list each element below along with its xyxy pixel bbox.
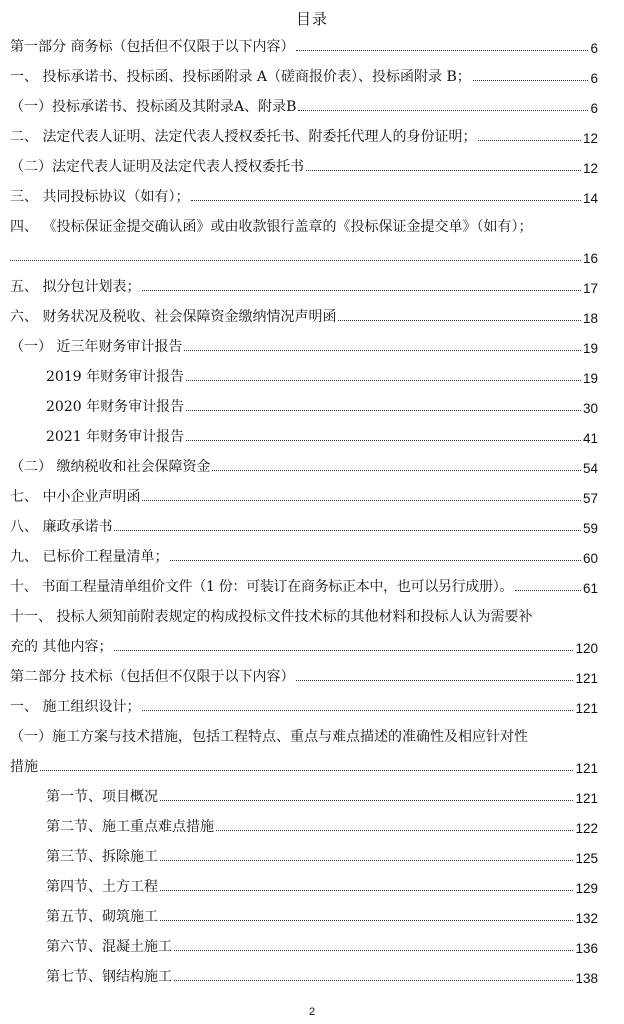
- toc-entry[interactable]: [46, 932, 598, 956]
- toc-leader: [160, 920, 573, 921]
- toc-entry[interactable]: [46, 362, 598, 386]
- toc-entry-text: 六、 财务状况及税收、社会保障资金缴纳情况声明函: [10, 309, 337, 325]
- toc-page-number: 59: [582, 521, 598, 536]
- toc-page-number: 121: [575, 791, 598, 806]
- toc-leader: [10, 260, 581, 261]
- toc-entry[interactable]: [46, 842, 598, 866]
- toc-leader: [142, 710, 573, 711]
- toc-page-number: 60: [582, 551, 598, 566]
- toc-page-number: 6: [590, 71, 598, 86]
- toc-page-number: 132: [575, 911, 598, 926]
- toc-entry-line1[interactable]: [10, 722, 598, 746]
- toc-page-number: 125: [575, 851, 598, 866]
- toc-leader: [212, 470, 581, 471]
- toc-entry-text: （二）法定代表人证明及法定代表人授权委托书: [10, 159, 304, 175]
- toc-leader: [114, 530, 581, 531]
- toc-entry-line1[interactable]: [10, 602, 598, 626]
- toc-entry[interactable]: [10, 452, 598, 476]
- toc-entry-text: 一、 投标承诺书、投标函、投标函附录 A（磋商报价表）、投标函附录 B；: [10, 69, 471, 85]
- toc-entry-text: （一） 近三年财务审计报告: [10, 339, 183, 355]
- toc-entry-text: 第一部分 商务标（包括但不仅限于以下内容）: [10, 39, 295, 55]
- toc-leader: [160, 890, 573, 891]
- toc-entry[interactable]: [46, 812, 598, 836]
- toc-entry-text: 十、 书面工程量清单组价文件（1 份：可装订在商务标正本中，也可以另行成册）。: [10, 579, 514, 595]
- toc-leader: [174, 980, 573, 981]
- toc-entry-text: 第五节、砌筑施工: [46, 909, 158, 925]
- toc-page-number: 6: [590, 41, 598, 56]
- toc-page-number: 122: [575, 821, 598, 836]
- toc-page-number: 121: [575, 671, 598, 686]
- toc-leader: [170, 560, 581, 561]
- toc-leader: [186, 440, 581, 441]
- toc-page-number: 120: [575, 641, 598, 656]
- toc-entry-text: 第六节、混凝土施工: [46, 939, 172, 955]
- toc-entry-text: 七、 中小企业声明函: [10, 489, 141, 505]
- toc-entry[interactable]: [46, 782, 598, 806]
- toc-entry-text: 九、 已标价工程量清单；: [10, 549, 169, 565]
- toc-page-number: 121: [575, 761, 598, 776]
- toc-entry-text: 充的 其他内容；: [10, 639, 113, 655]
- toc-leader: [142, 290, 581, 291]
- toc-entry-text: 第二部分 技术标（包括但不仅限于以下内容）: [10, 669, 295, 685]
- toc-entry[interactable]: [10, 512, 598, 536]
- toc-leader: [174, 950, 573, 951]
- toc-page-number: 14: [582, 191, 598, 206]
- toc-page-number: 129: [575, 881, 598, 896]
- toc-entry-text: 第一节、项目概况: [46, 789, 158, 805]
- toc-entry[interactable]: [46, 962, 598, 986]
- toc-page-number: 54: [582, 461, 598, 476]
- toc-page-number: 30: [582, 401, 598, 416]
- toc-page-number: 12: [582, 161, 598, 176]
- toc-entry[interactable]: [46, 872, 598, 896]
- toc-entry-text: 2021 年财务审计报告: [46, 429, 185, 445]
- toc-page-number: 6: [590, 101, 598, 116]
- toc-page-number: 41: [582, 431, 598, 446]
- toc-entry[interactable]: [10, 122, 598, 146]
- toc-entry[interactable]: [10, 302, 598, 326]
- toc-entry[interactable]: [46, 902, 598, 926]
- toc-entry-text: （二） 缴纳税收和社会保障资金: [10, 459, 211, 475]
- toc-leader: [515, 590, 581, 591]
- toc-entry-text: 第二节、施工重点难点措施: [46, 819, 214, 835]
- toc-entry-text: 一、 施工组织设计；: [10, 699, 141, 715]
- toc-entry-text: 第三节、拆除施工: [46, 849, 158, 865]
- toc-entry[interactable]: [10, 332, 598, 356]
- toc-entry[interactable]: [10, 692, 598, 716]
- toc-page-number: 16: [582, 251, 598, 266]
- toc-entry-text: （一）投标承诺书、投标函及其附录A、附录B: [10, 99, 297, 115]
- toc-entry[interactable]: [10, 242, 598, 266]
- toc-leader: [306, 170, 581, 171]
- toc-entry-text: 五、 拟分包计划表；: [10, 279, 141, 295]
- toc-entry-text: 三、 共同投标协议（如有）；: [10, 189, 190, 205]
- toc-leader: [142, 500, 581, 501]
- toc-entry-text: （一）施工方案与技术措施，包括工程特点、重点与难点描述的准确性及相应针对性: [10, 729, 528, 745]
- toc-entry-text: 第七节、钢结构施工: [46, 969, 172, 985]
- toc-page-number: 136: [575, 941, 598, 956]
- toc-page-number: 61: [582, 581, 598, 596]
- toc-entry-text: 2019 年财务审计报告: [46, 369, 185, 385]
- toc-leader: [186, 410, 581, 411]
- toc-leader: [338, 320, 581, 321]
- toc-entry[interactable]: [10, 152, 598, 176]
- toc-page-number: 121: [575, 701, 598, 716]
- toc-page-number: 19: [582, 341, 598, 356]
- toc-leader: [216, 830, 573, 831]
- toc-entry[interactable]: [10, 92, 598, 116]
- toc-entry-text: 二、 法定代表人证明、法定代表人授权委托书、附委托代理人的身份证明；: [10, 129, 477, 145]
- toc-leader: [298, 110, 588, 111]
- toc-entry-text: 第四节、土方工程: [46, 879, 158, 895]
- toc-entry-text: 2020 年财务审计报告: [46, 399, 185, 415]
- toc-entry-text: 四、 《投标保证金提交确认函》或由收款银行盖章的《投标保证金提交单》（如有）；: [10, 219, 533, 235]
- toc-leader: [160, 800, 573, 801]
- toc-leader: [478, 140, 581, 141]
- toc-entry[interactable]: [10, 752, 598, 776]
- toc-page-number: 138: [575, 971, 598, 986]
- toc-page-number: 57: [582, 491, 598, 506]
- toc-leader: [184, 350, 581, 351]
- toc-entry[interactable]: [10, 32, 598, 56]
- toc-entry[interactable]: [10, 62, 598, 86]
- toc-leader: [160, 860, 573, 861]
- toc-entry[interactable]: [10, 572, 598, 596]
- toc-entry[interactable]: [10, 482, 598, 506]
- toc-leader: [296, 680, 573, 681]
- toc-entry[interactable]: [10, 272, 598, 296]
- toc-entry-text: 八、 廉政承诺书: [10, 519, 113, 535]
- toc-leader: [296, 50, 588, 51]
- toc-entry[interactable]: [10, 632, 598, 656]
- toc-leader: [186, 380, 581, 381]
- toc-leader: [40, 770, 573, 771]
- page-number-footer: 2: [308, 1006, 316, 1018]
- toc-page-number: 18: [582, 311, 598, 326]
- toc-leader: [114, 650, 573, 651]
- toc-entry[interactable]: [46, 422, 598, 446]
- toc-entry[interactable]: [10, 542, 598, 566]
- toc-entry[interactable]: [10, 182, 598, 206]
- toc-entry-line1[interactable]: [10, 212, 598, 236]
- toc-page-number: 19: [582, 371, 598, 386]
- toc-page-number: 17: [582, 281, 598, 296]
- toc-entry[interactable]: [10, 662, 598, 686]
- toc-entry[interactable]: [46, 392, 598, 416]
- toc-page-number: 12: [582, 131, 598, 146]
- toc-title: 目录: [295, 10, 328, 28]
- toc-leader: [473, 80, 589, 81]
- toc-entry-text: 措施: [10, 759, 38, 775]
- toc-entry-text: 十一、 投标人须知前附表规定的构成投标文件技术标的其他材料和投标人认为需要补: [10, 609, 533, 625]
- toc-leader: [191, 200, 581, 201]
